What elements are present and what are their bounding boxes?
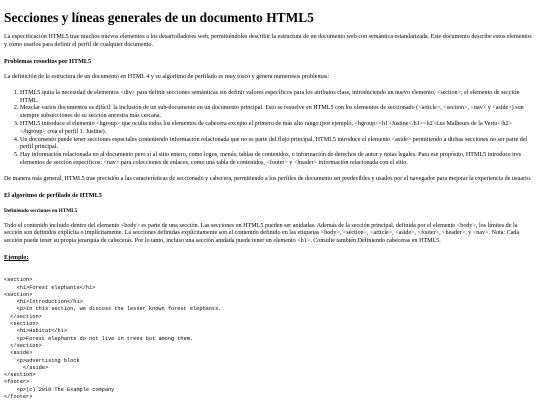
code-line: <h1>Habitat</h1>: [4, 328, 68, 335]
code-line: </section>: [4, 372, 36, 379]
code-line: <h1>Introduction</h1>: [4, 299, 83, 306]
summary-paragraph: De manera más general, HTML5 trae precisión a las características de seccionado y cabecera, permitiendo a los perfiles de documento ser predecibles y usados por el navegador para mejorar la experiencia de usuario.: [4, 175, 532, 182]
intro-paragraph: La especificación HTML5 trae muchos nuevos elementos a los desarrolladores web, permitiéndoles describir la estructura de un documento web con semántica estandarizada. Este documento describe estos elementos y cómo usarlos para definir el perfil de cualquier documento.: [4, 34, 532, 49]
problems-list: [4, 90, 536, 168]
list-item: 1. HTML5 quita la necesidad de elementos <div> para definir secciones semánticas sin definir valores específicos para los atributos class, introduciendo un nuevo elemento, <section>, el elemento de sección HTML.: [20, 90, 536, 106]
code-line: <p>Forest elephants do not live in trees but among them.: [4, 335, 194, 342]
code-line: <p>advertising block: [4, 357, 80, 364]
code-line: <p>(c) 2010 The Example company: [4, 386, 115, 393]
defining-heading: Definiendo secciones en HTML5: [4, 207, 78, 214]
code-block: [4, 270, 536, 401]
code-line: </section>: [4, 342, 42, 349]
code-line: <footer>: [4, 379, 30, 386]
code-line: <section>: [4, 291, 33, 298]
problems-intro: La definición de la estructura de un documento en HTML 4 y su algoritmo de perfilado es muy tosco y genera numerosos problemas:: [4, 74, 330, 80]
code-line: <section>: [4, 321, 39, 328]
page-title: Secciones y líneas generales de un documento HTML5: [4, 10, 314, 25]
list-item: 3. HTML5 introduce el elemento <hgroup> que oculta todos los elementos de cabecera excepto el primero de más alto rango (por ejemplo, <hgroup><h1>Justine</h1><h2>Les Malheurs de la Vertu</h2></hgroup> crea el perfil 1. Justine).: [20, 121, 536, 137]
code-line: <section>: [4, 277, 33, 284]
algorithm-heading: El algoritmo de perfilado de HTML5: [4, 191, 102, 199]
code-line: </footer>: [4, 394, 33, 400]
code-line: <p>In this section, we discuss the lesser known forest elephants.: [4, 306, 222, 313]
defining-paragraph: Todo el contenido incluido dentro del elemento <body> es parte de una sección. Las secciones en HTML5 pueden ser anidadas. Además de la sección principal, definida por el elemento <body>, los límites de la sección son definidos explícita o implícitamente. La secciones definidas explícitamente son el contenido definido en las etiquetas <body>, <section>, <article>, <aside>, <footer>, <header>, y <nav>. Nota: Cada sección puede tener su propia jerarquía de cabeceras. Por lo tanto, incluso una sección anidada puede tener un elemento <h1>. Consulte también Definiendo cabeceras en HTML5.: [4, 222, 520, 245]
code-line: </section>: [4, 313, 42, 320]
code-line: <aside>: [4, 350, 33, 357]
list-item: 4. Un documento puede tener secciones especiales conteniendo información relacionada que no es parte del flujo principal. HTML5 introduce el elemento <aside> permitiendo a dichas secciones no ser parte del perfil principal.: [20, 137, 536, 153]
code-line: <h1>Forest elephants</h1>: [4, 284, 96, 291]
list-item: 5. Hay información relacionada no al documento pero sí al sitio entero, como logos, menús, tablas de contenidos, o información de derechos de autor y notas legales. Para ese propósito, HTML5 introduce tres elementos de sección específicos: <nav> para colecciones de enlaces, como una tabla de contenidos, <footer> y <header> información relacionada con el sitio.: [20, 152, 536, 168]
list-item: 2. Mezclar varios documentos es difícil: la inclusión de un sub-documento en un documento principal. Esto se resuelve en HTML5 con los elementos de seccionado (<article>, <section>, <nav> y <aside>) son siempre subsecciones de su sección ancestra más cercana.: [20, 105, 536, 121]
example-label: Ejemplo:: [4, 253, 29, 261]
code-line: </aside>: [4, 364, 49, 371]
problems-heading: Problemas resueltos por HTML5: [4, 58, 92, 65]
